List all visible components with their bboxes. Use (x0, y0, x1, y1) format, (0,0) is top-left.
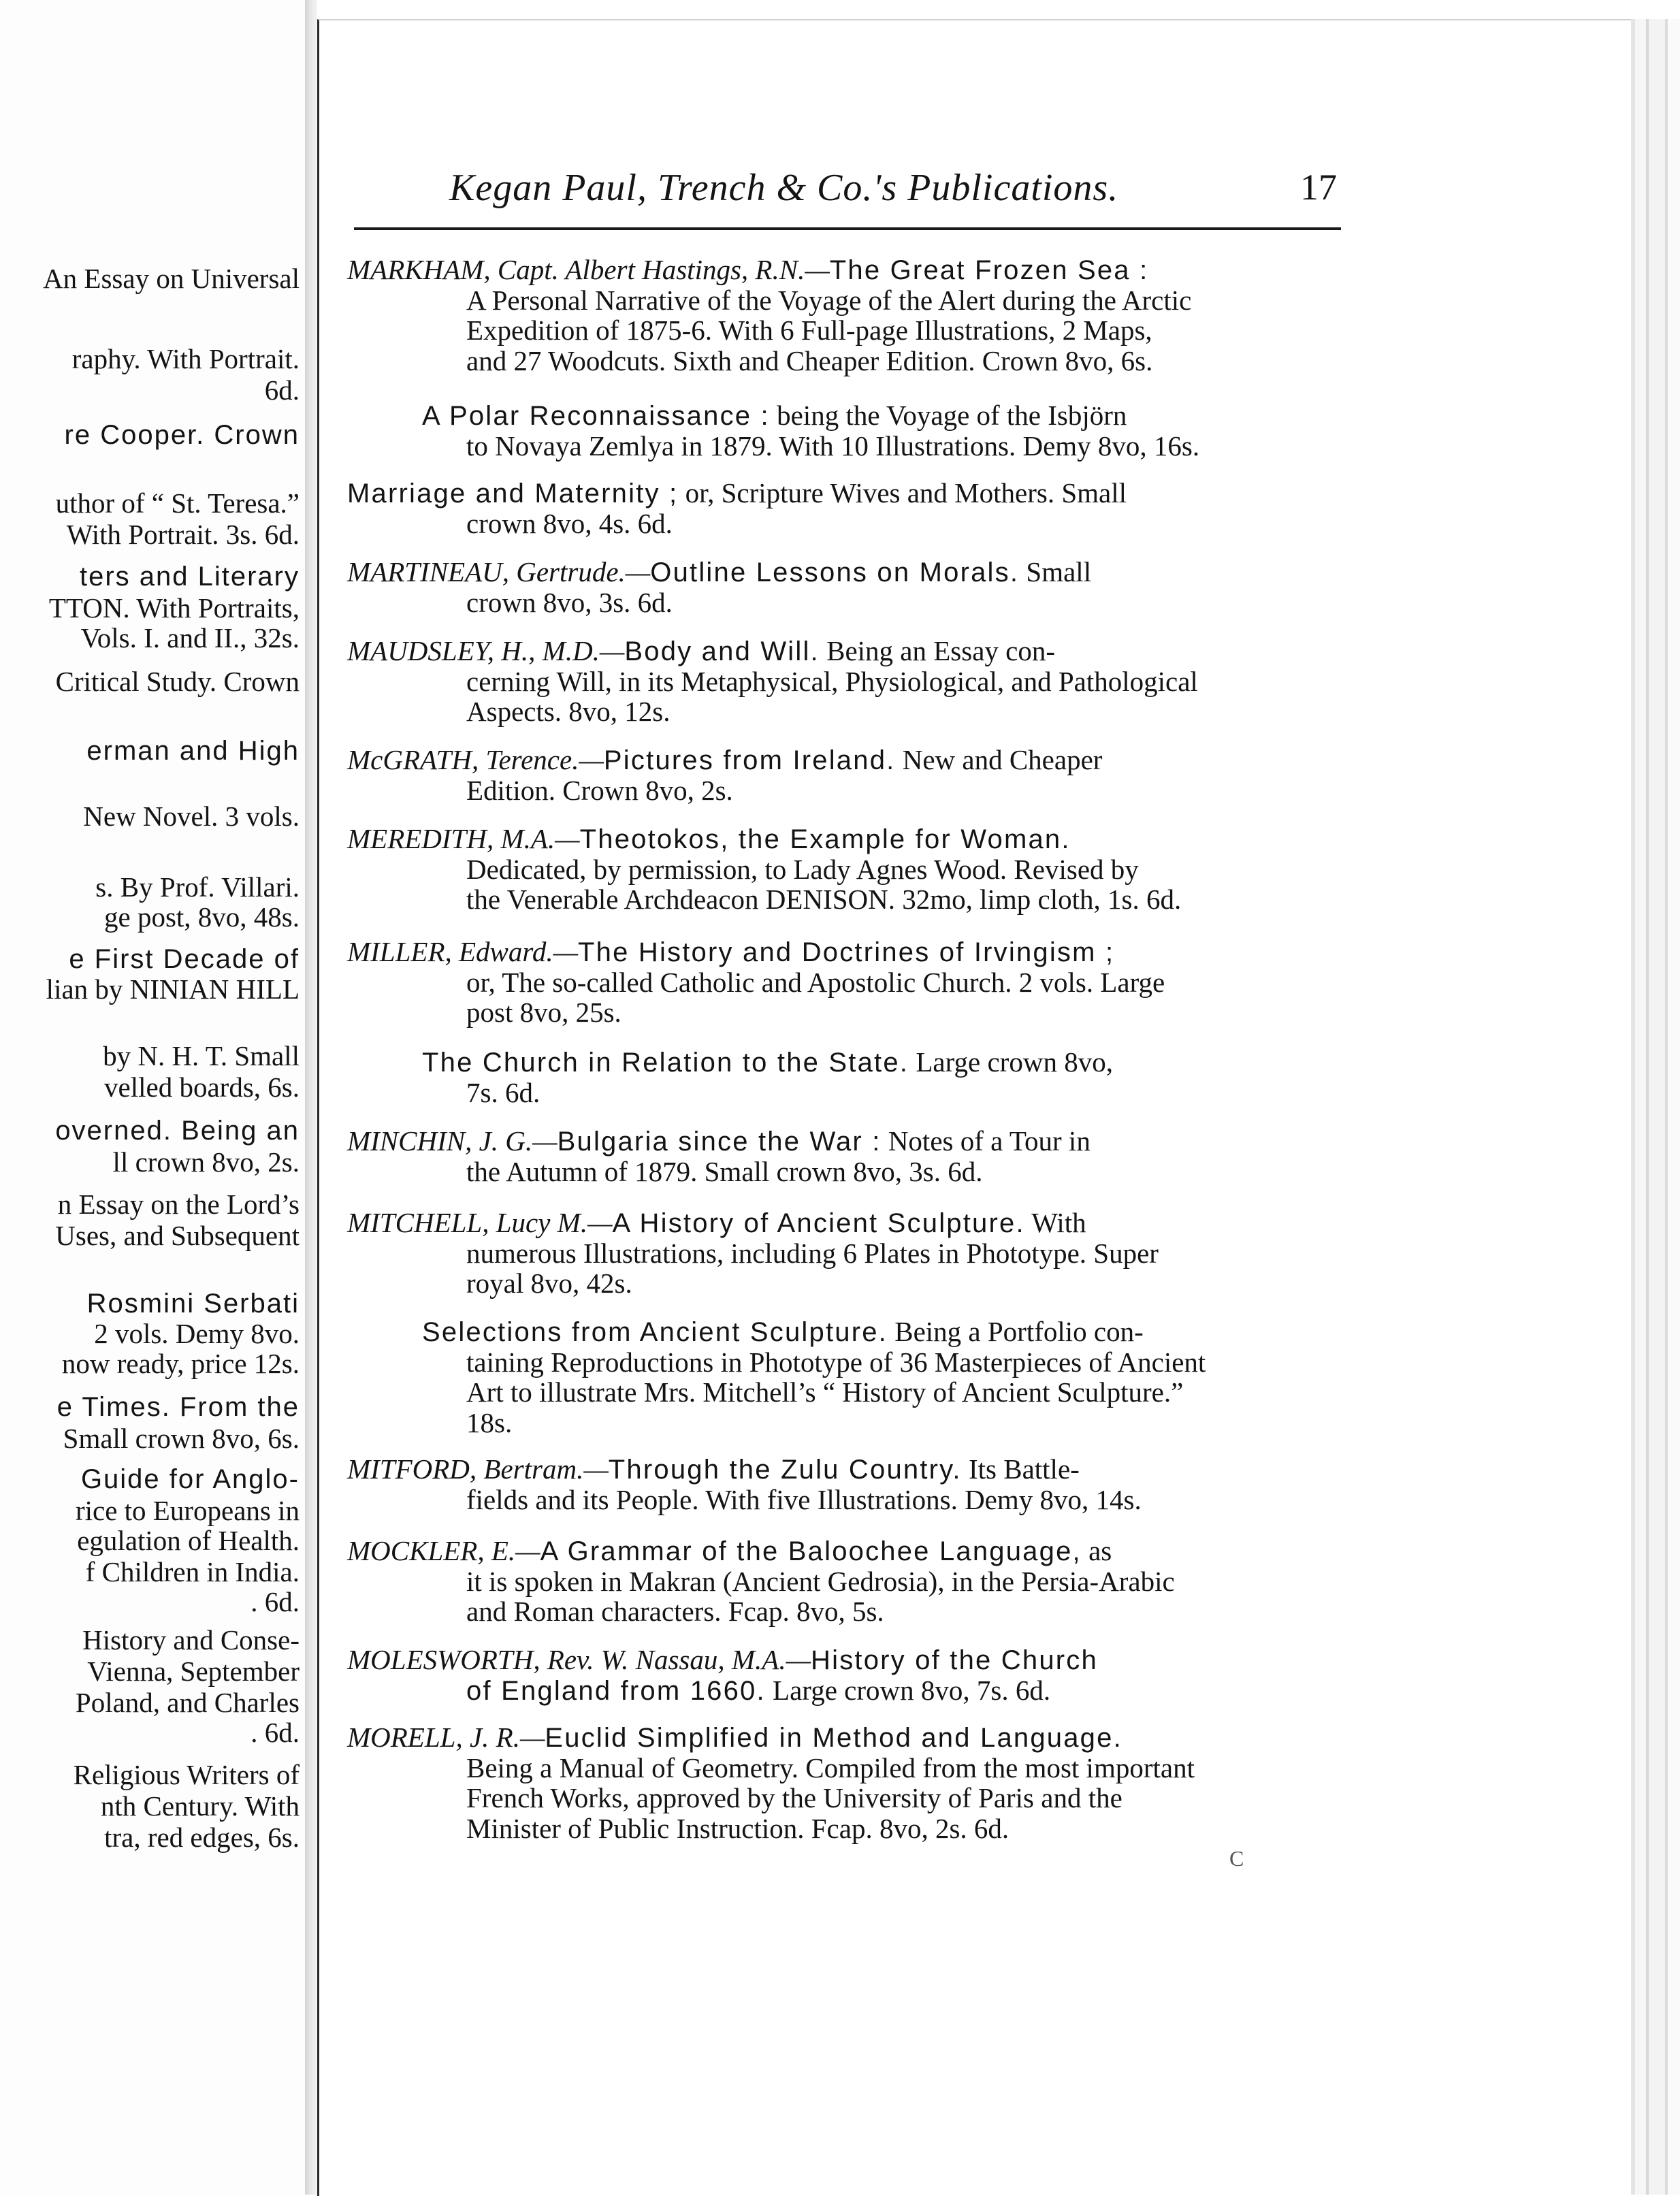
left-page-fragment: by N. H. T. Small (103, 1040, 300, 1071)
entry-line: and Roman characters. Fcap. 8vo, 5s. (466, 1596, 884, 1627)
entry-text: New and Cheaper (895, 744, 1103, 775)
entry-author: MILLER, Edward.— (347, 936, 579, 967)
catalogue-entry (347, 636, 1341, 727)
left-page-fragment: e Times. From the (56, 1392, 300, 1422)
left-page-fragment: . 6d. (251, 1717, 300, 1748)
entry-author: MAUDSLEY, H., M.D.— (347, 635, 625, 666)
entry-title: Body and Will. (624, 636, 820, 666)
left-page-fragment: Vols. I. and II., 32s. (80, 622, 300, 653)
entry-text: or, Scripture Wives and Mothers. Small (678, 477, 1127, 508)
entry-title: Marriage and Maternity ; (347, 479, 679, 508)
entry-line (347, 1675, 1341, 1706)
entry-line: Expedition of 1875-6. With 6 Full-page Illustrations, 2 Maps, (466, 314, 1152, 346)
left-page-fragment: now ready, price 12s. (61, 1348, 300, 1379)
left-page-fragment: ters and Literary (79, 562, 300, 592)
entry-text: With (1024, 1207, 1086, 1238)
entry-author: MEREDITH, M.A.— (347, 823, 580, 854)
entry-text: Its Battle- (961, 1453, 1080, 1485)
entry-line: cerning Will, in its Metaphysical, Physiological, and Pathological (466, 665, 1198, 697)
left-page-fragment: uthor of “ St. Teresa.” (55, 487, 300, 519)
left-page-fragment: An Essay on Universal (43, 263, 300, 294)
entry-first-line (347, 557, 1341, 587)
entry-title: Through the Zulu Country. (608, 1455, 962, 1485)
left-page-fragment: New Novel. 3 vols. (83, 801, 300, 832)
entry-line: Minister of Public Instruction. Fcap. 8vo, 2s. 6d. (466, 1812, 1009, 1844)
catalogue-entry (347, 1126, 1341, 1186)
entry-line: or, The so-called Catholic and Apostolic Church. 2 vols. Large (466, 966, 1165, 998)
entry-first-line (347, 745, 1341, 775)
entry-text: Being an Essay con- (819, 635, 1055, 666)
entry-title: History of the Church (811, 1645, 1098, 1675)
entry-title: Pictures from Ireland. (603, 745, 896, 775)
entry-line: Dedicated, by permission, to Lady Agnes Wood. Revised by (466, 853, 1139, 885)
entry-author: MINCHIN, J. G.— (347, 1125, 558, 1157)
catalogue-entry (422, 400, 1341, 461)
left-page-fragment: 6d. (264, 374, 300, 406)
entry-title: Outline Lessons on Morals. (650, 558, 1020, 587)
left-page-fragment: egulation of Health. (77, 1525, 300, 1556)
entry-title: The Great Frozen Sea : (829, 255, 1149, 285)
entry-text: as (1081, 1535, 1112, 1566)
left-page-fragment: rice to Europeans in (75, 1495, 300, 1526)
left-page-fragment: tra, red edges, 6s. (104, 1822, 300, 1853)
entry-line: to Novaya Zemlya in 1879. With 10 Illustrations. Demy 8vo, 16s. (466, 430, 1200, 462)
entry-title: A Grammar of the Baloochee Language, (540, 1536, 1082, 1566)
entry-line: numerous Illustrations, including 6 Plates in Phototype. Super (466, 1237, 1159, 1269)
left-page-fragment: nth Century. With (100, 1790, 300, 1822)
entry-line: 7s. 6d. (466, 1076, 540, 1108)
catalogue-entry (347, 937, 1341, 1028)
signature-mark: C (1229, 1846, 1244, 1871)
entry-first-line (422, 400, 1341, 431)
entry-author: MITCHELL, Lucy M.— (347, 1207, 613, 1238)
catalogue-entry (347, 745, 1341, 805)
entry-author: MARKHAM, Capt. Albert Hastings, R.N.— (347, 254, 830, 285)
page-number: 17 (1300, 167, 1337, 208)
entry-text: Small (1019, 556, 1092, 587)
entry-author: MITFORD, Bertram.— (347, 1453, 609, 1485)
catalogue-entry (347, 824, 1341, 915)
entry-line: 18s. (466, 1406, 513, 1438)
left-page-fragment: TTON. With Portraits, (48, 592, 300, 624)
left-page-fragment: Small crown 8vo, 6s. (63, 1423, 300, 1454)
entry-title: A History of Ancient Sculpture. (612, 1208, 1025, 1238)
left-page-fragment: overned. Being an (55, 1116, 300, 1146)
left-page-fragment: velled boards, 6s. (104, 1071, 300, 1103)
left-page-fragment: 2 vols. Demy 8vo. (94, 1318, 300, 1349)
left-page-fragment: Poland, and Charles (75, 1687, 300, 1718)
entry-line: the Autumn of 1879. Small crown 8vo, 3s. 6d. (466, 1155, 983, 1187)
entry-text: Large crown 8vo, (909, 1046, 1113, 1078)
catalogue-entry (422, 1047, 1341, 1108)
left-page-fragment: re Cooper. Crown (64, 420, 300, 450)
left-page-fragment: History and Conse- (82, 1624, 300, 1656)
entry-author: McGRATH, Terence.— (347, 744, 604, 775)
left-page-fragment: Uses, and Subsequent (55, 1220, 300, 1251)
entry-line: Edition. Crown 8vo, 2s. (466, 774, 733, 806)
entry-first-line (347, 636, 1341, 666)
entry-line: crown 8vo, 3s. 6d. (466, 586, 673, 618)
entry-line: French Works, approved by the University of Paris and the (466, 1782, 1122, 1813)
running-head: Kegan Paul, Trench & Co.'s Publications. (449, 167, 1119, 209)
left-page-fragment: lian by NINIAN HILL (46, 973, 300, 1005)
entry-title: The Church in Relation to the State. (422, 1048, 909, 1078)
catalogue-entry (347, 1645, 1341, 1705)
catalogue-entry (347, 1208, 1341, 1299)
entry-title: Theotokos, the Example for Woman. (579, 824, 1071, 854)
entry-first-line (347, 1722, 1341, 1753)
left-page-fragment: With Portrait. 3s. 6d. (66, 519, 300, 550)
entry-author: MOLESWORTH, Rev. W. Nassau, M.A.— (347, 1644, 811, 1675)
catalogue-entry (422, 1317, 1341, 1438)
left-page-fragment: f Children in India. (85, 1556, 300, 1587)
entry-author: MARTINEAU, Gertrude.— (347, 556, 651, 587)
left-page-fragment: s. By Prof. Villari. (95, 871, 300, 903)
left-page-fragment: n Essay on the Lord’s (57, 1189, 300, 1220)
left-page-fragment: Guide for Anglo- (80, 1464, 300, 1494)
entry-first-line (347, 478, 1341, 508)
entry-line: post 8vo, 25s. (466, 997, 621, 1028)
left-page-fragment: erman and High (86, 736, 300, 766)
entry-first-line (347, 1536, 1341, 1566)
entry-first-line (347, 1126, 1341, 1157)
entry-line: A Personal Narrative of the Voyage of the Alert during the Arctic (466, 284, 1192, 316)
entry-text: being the Voyage of the Isbjörn (769, 400, 1127, 431)
entry-title-continued: of England from 1660. (466, 1675, 766, 1706)
entry-first-line (422, 1317, 1341, 1347)
entry-line: the Venerable Archdeacon DENISON. 32mo, limp cloth, 1s. 6d. (466, 884, 1182, 915)
entry-title: Euclid Simplified in Method and Language. (545, 1723, 1122, 1753)
left-page-fragment: raphy. With Portrait. (71, 343, 300, 374)
entry-title: A Polar Reconnaissance : (422, 401, 770, 431)
left-page-fragment: ll crown 8vo, 2s. (112, 1146, 300, 1178)
left-page-fragment: Religious Writers of (73, 1759, 300, 1790)
left-page-fragment: e First Decade of (69, 944, 300, 974)
entry-title: Selections from Ancient Sculpture. (422, 1317, 888, 1347)
catalogue-entry (347, 1536, 1341, 1627)
entry-text: Being a Portfolio con- (888, 1316, 1144, 1347)
left-page-fragment: ge post, 8vo, 48s. (104, 901, 300, 933)
left-page-fragment: Critical Study. Crown (55, 666, 300, 697)
entry-first-line (422, 1047, 1341, 1078)
entry-author: MOCKLER, E.— (347, 1535, 540, 1566)
left-page-fragment: Rosmini Serbati (86, 1289, 300, 1319)
entry-line: Art to illustrate Mrs. Mitchell’s “ History of Ancient Sculpture.” (466, 1376, 1184, 1408)
entry-first-line (347, 824, 1341, 854)
left-page-fragment: . 6d. (251, 1586, 300, 1617)
entry-text: Notes of a Tour in (881, 1125, 1091, 1157)
entry-first-line (347, 255, 1341, 285)
catalogue-entry (347, 478, 1341, 538)
entry-line: royal 8vo, 42s. (466, 1267, 632, 1299)
entry-line: it is spoken in Makran (Ancient Gedrosia), in the Persia-Arabic (466, 1565, 1175, 1597)
entry-first-line (347, 1208, 1341, 1238)
entry-title: The History and Doctrines of Irvingism ; (578, 937, 1115, 967)
entry-line: crown 8vo, 4s. 6d. (466, 507, 673, 539)
entry-line: fields and its People. With five Illustrations. Demy 8vo, 14s. (466, 1483, 1142, 1515)
entry-line: Being a Manual of Geometry. Compiled from the most important (466, 1751, 1195, 1783)
catalogue-entry (347, 1722, 1341, 1843)
entry-first-line (347, 1454, 1341, 1485)
entry-line: taining Reproductions in Phototype of 36 Masterpieces of Ancient (466, 1346, 1206, 1378)
entry-line: and 27 Woodcuts. Sixth and Cheaper Edition. Crown 8vo, 6s. (466, 344, 1153, 376)
entry-author: MORELL, J. R.— (347, 1722, 545, 1753)
entry-line: Aspects. 8vo, 12s. (466, 696, 671, 727)
entry-title: Bulgaria since the War : (557, 1127, 882, 1157)
entry-first-line (347, 937, 1341, 967)
entry-text: Large crown 8vo, 7s. 6d. (773, 1674, 1051, 1706)
left-page-fragment: Vienna, September (87, 1656, 300, 1687)
entry-first-line (347, 1645, 1341, 1675)
catalogue-entry (347, 1454, 1341, 1515)
catalogue-entry (347, 255, 1341, 376)
catalogue-entry (347, 557, 1341, 617)
